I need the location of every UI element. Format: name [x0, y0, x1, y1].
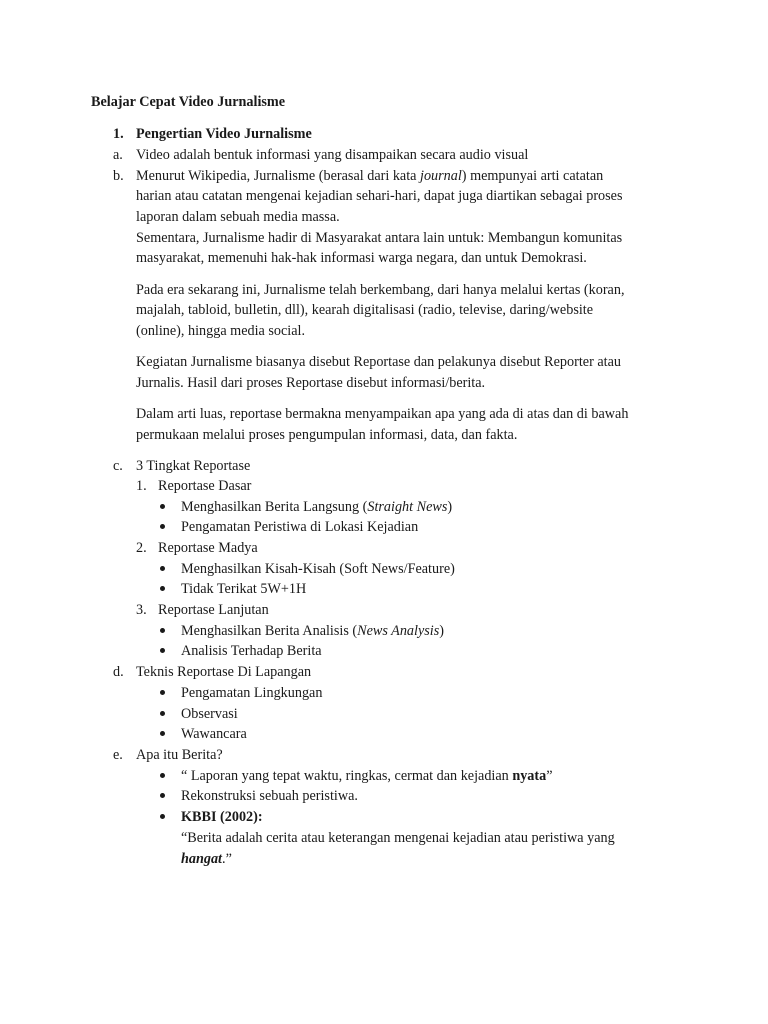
- bullet-text-pre: Menghasilkan Berita Analisis (: [181, 623, 358, 639]
- quote-text-post: ”: [546, 768, 553, 784]
- bullet-icon: [160, 648, 165, 653]
- level-bullet: Menghasilkan Kisah-Kisah (Soft News/Feature): [181, 561, 455, 577]
- kbbi-quote-end: .”: [222, 851, 232, 867]
- bullet-icon: [160, 628, 165, 633]
- list-marker-b: b.: [113, 168, 124, 184]
- level-title: Reportase Madya: [158, 540, 258, 556]
- item-b-line5: masyarakat, memenuhi hak-hak informasi warga negara, dan untuk Demokrasi.: [136, 250, 587, 266]
- kbbi-quote-line1: “Berita adalah cerita atau keterangan mengenai kejadian atau peristiwa yang: [181, 830, 615, 846]
- paragraph-line: Pada era sekarang ini, Jurnalisme telah berkembang, dari hanya melalui kertas (koran,: [136, 282, 625, 298]
- kbbi-quote-line2: [181, 849, 232, 869]
- item-b-line4: Sementara, Jurnalisme hadir di Masyarakat antara lain untuk: Membangun komunitas: [136, 230, 623, 246]
- item-b-line1-pre: Menurut Wikipedia, Jurnalisme (berasal dari kata: [136, 168, 421, 184]
- kbbi-label: KBBI (2002):: [181, 809, 263, 825]
- list-item: Rekonstruksi sebuah peristiwa.: [181, 788, 358, 804]
- item-e-text: Apa itu Berita?: [136, 747, 223, 763]
- level-number: 1.: [136, 478, 147, 494]
- bullet-text-italic: News Analysis: [357, 623, 440, 639]
- item-c-text: 3 Tingkat Reportase: [136, 458, 251, 474]
- list-item: Observasi: [181, 706, 238, 722]
- level-bullet: [181, 497, 452, 517]
- list-marker-a: a.: [113, 147, 123, 163]
- level-bullet: [181, 621, 444, 641]
- bullet-icon: [160, 731, 165, 736]
- bullet-icon: [160, 690, 165, 695]
- bullet-icon: [160, 711, 165, 716]
- bullet-icon: [160, 566, 165, 571]
- bullet-icon: [160, 773, 165, 778]
- kbbi-quote-emphasis: hangat: [181, 851, 223, 867]
- section-heading: Pengertian Video Jurnalisme: [136, 126, 312, 142]
- quote-text-pre: “ Laporan yang tepat waktu, ringkas, cermat dan kejadian: [181, 768, 513, 784]
- item-b-line1-italic: journal: [420, 168, 462, 184]
- section-number: 1.: [113, 126, 124, 142]
- bullet-text-pre: Menghasilkan Berita Langsung (: [181, 499, 368, 515]
- item-b-line2: harian atau catatan mengenai kejadian sehari-hari, dapat juga diartikan sebagai proses: [136, 188, 623, 204]
- paragraph-line: Kegiatan Jurnalisme biasanya disebut Reportase dan pelakunya disebut Reporter atau: [136, 354, 621, 370]
- list-item: Pengamatan Lingkungan: [181, 685, 323, 701]
- bullet-icon: [160, 586, 165, 591]
- document-title: Belajar Cepat Video Jurnalisme: [91, 94, 286, 110]
- bullet-icon: [160, 524, 165, 529]
- list-marker-e: e.: [113, 747, 123, 763]
- bullet-icon: [160, 814, 165, 819]
- bullet-text-post: ): [439, 623, 444, 639]
- bullet-text-italic: Straight News: [367, 499, 448, 515]
- list-marker-c: c.: [113, 458, 123, 474]
- level-number: 3.: [136, 602, 147, 618]
- item-b-line3: laporan dalam sebuah media massa.: [136, 209, 340, 225]
- paragraph-line: permukaan melalui proses pengumpulan informasi, data, dan fakta.: [136, 427, 518, 443]
- level-bullet: Analisis Terhadap Berita: [181, 643, 322, 659]
- paragraph-line: (online), hingga media social.: [136, 323, 306, 339]
- item-b-line1-post: ) mempunyai arti catatan: [461, 168, 604, 184]
- item-a-text: Video adalah bentuk informasi yang disampaikan secara audio visual: [136, 147, 529, 163]
- quote-text-bold: nyata: [512, 768, 547, 784]
- level-bullet: Pengamatan Peristiwa di Lokasi Kejadian: [181, 519, 419, 535]
- paragraph-line: Jurnalis. Hasil dari proses Reportase disebut informasi/berita.: [136, 375, 486, 391]
- list-item: [181, 766, 553, 786]
- list-marker-d: d.: [113, 664, 124, 680]
- level-title: Reportase Dasar: [158, 478, 252, 494]
- list-item: Wawancara: [181, 726, 247, 742]
- bullet-text-post: ): [447, 499, 453, 515]
- paragraph-line: Dalam arti luas, reportase bermakna menyampaikan apa yang ada di atas dan di bawah: [136, 406, 629, 422]
- item-d-text: Teknis Reportase Di Lapangan: [136, 664, 312, 680]
- level-title: Reportase Lanjutan: [158, 602, 269, 618]
- item-b-line1: [136, 166, 603, 186]
- level-bullet: Tidak Terikat 5W+1H: [181, 581, 307, 597]
- level-number: 2.: [136, 540, 147, 556]
- paragraph-line: majalah, tabloid, bulletin, dll), kearah digitalisasi (radio, televise, daring/website: [136, 302, 594, 318]
- bullet-icon: [160, 793, 165, 798]
- bullet-icon: [160, 504, 165, 509]
